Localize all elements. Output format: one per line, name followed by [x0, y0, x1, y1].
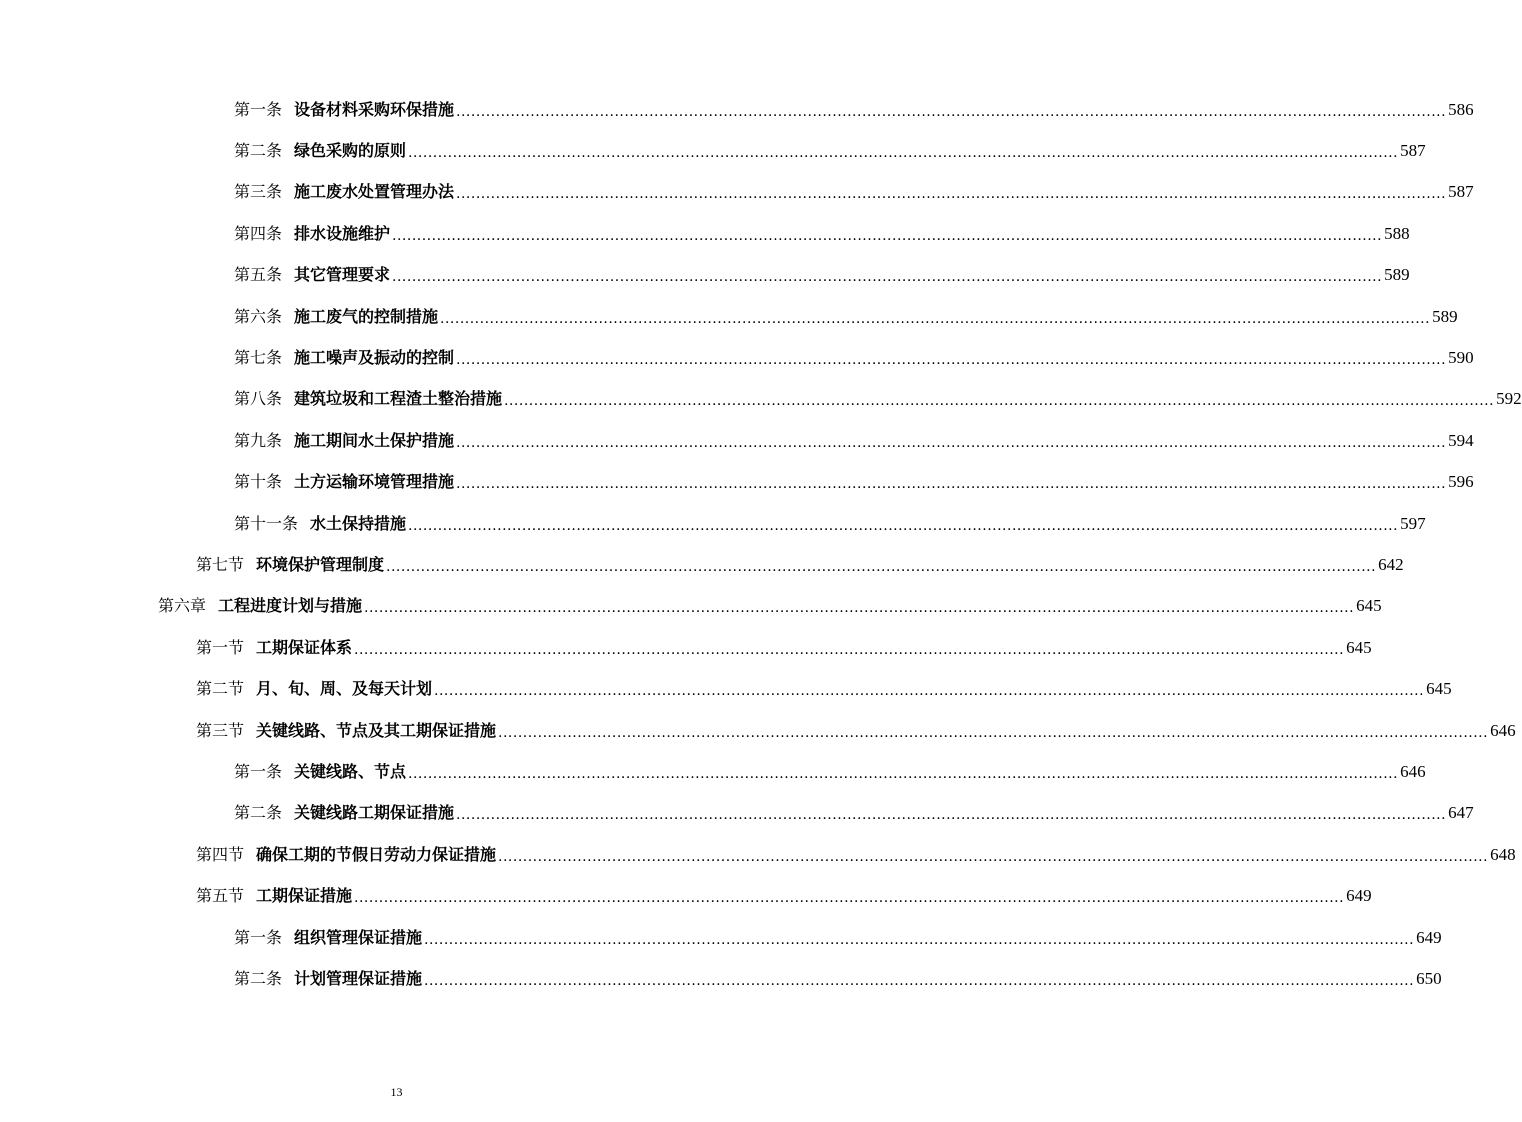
- toc-entry-page: 649: [1416, 927, 1442, 947]
- toc-entry-page: 586: [1448, 99, 1474, 119]
- page-number: 13: [390, 1085, 403, 1099]
- toc-entry[interactable]: [0, 875, 1372, 916]
- toc-entry-number: 第七节: [196, 554, 245, 574]
- toc-dot-leader: ........................................................................................................................................................................................................: [364, 600, 1355, 617]
- toc-dot-leader: ........................................................................................................................................................................................................: [440, 310, 1431, 327]
- toc-entry[interactable]: [0, 213, 1410, 254]
- toc-entry-title: 水土保持措施: [310, 513, 407, 533]
- toc-dot-leader: ........................................................................................................................................................................................................: [408, 145, 1399, 162]
- toc-dot-leader: ........................................................................................................................................................................................................: [504, 393, 1495, 410]
- toc-dot-leader: ........................................................................................................................................................................................................: [424, 931, 1415, 948]
- toc-entry-page: 594: [1448, 430, 1474, 450]
- toc-entry-number: 第二节: [196, 679, 245, 699]
- toc-dot-leader: ........................................................................................................................................................................................................: [456, 352, 1447, 369]
- toc-entry-number: 第十一条: [234, 513, 299, 533]
- toc-entry[interactable]: [0, 751, 1426, 792]
- toc-dot-leader: ........................................................................................................................................................................................................: [408, 517, 1399, 534]
- toc-entry-number: 第二条: [234, 803, 283, 823]
- toc-entry-number: 第七条: [234, 348, 283, 368]
- toc-entry[interactable]: [0, 668, 1452, 709]
- toc-dot-leader: ........................................................................................................................................................................................................: [408, 765, 1399, 782]
- toc-entry-title: 施工期间水土保护措施: [294, 430, 455, 450]
- toc-entry[interactable]: [0, 379, 1522, 420]
- toc-entry-page: 647: [1448, 803, 1474, 823]
- toc-entry-title: 工期保证体系: [256, 637, 353, 657]
- toc-entry-title: 施工废水处置管理办法: [294, 182, 455, 202]
- toc-entry-title: 排水设施维护: [294, 223, 391, 243]
- toc-entry-title: 其它管理要求: [294, 265, 391, 285]
- toc-dot-leader: ........................................................................................................................................................................................................: [354, 890, 1345, 907]
- toc-entry-title: 设备材料采购环保措施: [294, 99, 455, 119]
- toc-entry-page: 645: [1426, 679, 1452, 699]
- toc-entry[interactable]: [0, 586, 1382, 627]
- toc-entry-number: 第八条: [234, 389, 283, 409]
- toc-entry[interactable]: [0, 130, 1426, 171]
- toc-entry-page: 649: [1346, 886, 1372, 906]
- toc-entry-page: 645: [1346, 637, 1372, 657]
- toc-entry-number: 第六章: [158, 596, 207, 616]
- toc-entry[interactable]: [0, 793, 1474, 834]
- toc-entry-title: 确保工期的节假日劳动力保证措施: [256, 844, 497, 864]
- toc-entry-page: 596: [1448, 472, 1474, 492]
- toc-entry-number: 第二条: [234, 141, 283, 161]
- toc-entry-title: 环境保护管理制度: [256, 554, 385, 574]
- toc-dot-leader: ........................................................................................................................................................................................................: [386, 558, 1377, 575]
- toc-entry-page: 592: [1496, 389, 1522, 409]
- toc-entry-number: 第五节: [196, 886, 245, 906]
- toc-entry[interactable]: [0, 420, 1474, 461]
- toc-entry-number: 第二条: [234, 968, 283, 988]
- toc-entry-number: 第四节: [196, 844, 245, 864]
- toc-entry-page: 646: [1490, 720, 1516, 740]
- toc-entry-title: 月、旬、周、及每天计划: [256, 679, 433, 699]
- toc-dot-leader: ........................................................................................................................................................................................................: [434, 683, 1425, 700]
- toc-entry-number: 第四条: [234, 223, 283, 243]
- toc-dot-leader: ........................................................................................................................................................................................................: [456, 476, 1447, 493]
- toc-dot-leader: ........................................................................................................................................................................................................: [392, 269, 1383, 286]
- toc-entry-page: 650: [1416, 968, 1442, 988]
- toc-entry[interactable]: [0, 627, 1372, 668]
- toc-entry-title: 工期保证措施: [256, 886, 353, 906]
- toc-entry-page: 642: [1378, 554, 1404, 574]
- toc-entry-page: 588: [1384, 223, 1410, 243]
- toc-entry-page: 589: [1432, 306, 1458, 326]
- toc-entry-page: 590: [1448, 348, 1474, 368]
- toc-entry-title: 关键线路、节点及其工期保证措施: [256, 720, 497, 740]
- toc-entry[interactable]: [0, 337, 1474, 378]
- toc-entry[interactable]: [0, 958, 1442, 999]
- toc-entry-number: 第六条: [234, 306, 283, 326]
- toc-entry-title: 施工废气的控制措施: [294, 306, 439, 326]
- toc-entry-number: 第一条: [234, 927, 283, 947]
- toc-entry-title: 关键线路工期保证措施: [294, 803, 455, 823]
- toc-entry-number: 第一条: [234, 99, 283, 119]
- toc-entry-title: 土方运输环境管理措施: [294, 472, 455, 492]
- toc-entry-page: 587: [1448, 182, 1474, 202]
- table-of-contents: [0, 89, 1522, 1000]
- toc-entry-title: 建筑垃圾和工程渣土整治措施: [294, 389, 503, 409]
- toc-dot-leader: ........................................................................................................................................................................................................: [456, 807, 1447, 824]
- toc-dot-leader: ........................................................................................................................................................................................................: [498, 848, 1489, 865]
- toc-entry-number: 第三节: [196, 720, 245, 740]
- toc-entry-number: 第九条: [234, 430, 283, 450]
- toc-entry[interactable]: [0, 89, 1474, 130]
- toc-dot-leader: ........................................................................................................................................................................................................: [498, 724, 1489, 741]
- toc-entry-number: 第五条: [234, 265, 283, 285]
- toc-entry-title: 组织管理保证措施: [294, 927, 423, 947]
- toc-entry-title: 关键线路、节点: [294, 761, 407, 781]
- toc-entry[interactable]: [0, 834, 1516, 875]
- toc-entry-number: 第一节: [196, 637, 245, 657]
- toc-entry-title: 施工噪声及振动的控制: [294, 348, 455, 368]
- toc-entry[interactable]: [0, 917, 1442, 958]
- toc-entry-number: 第三条: [234, 182, 283, 202]
- toc-entry[interactable]: [0, 503, 1426, 544]
- toc-entry-title: 工程进度计划与措施: [218, 596, 363, 616]
- toc-entry-number: 第一条: [234, 761, 283, 781]
- toc-entry-number: 第十条: [234, 472, 283, 492]
- toc-entry[interactable]: [0, 255, 1410, 296]
- toc-entry-title: 绿色采购的原则: [294, 141, 407, 161]
- toc-dot-leader: ........................................................................................................................................................................................................: [392, 227, 1383, 244]
- toc-dot-leader: ........................................................................................................................................................................................................: [424, 972, 1415, 989]
- toc-entry[interactable]: [0, 462, 1474, 503]
- toc-dot-leader: ........................................................................................................................................................................................................: [456, 186, 1447, 203]
- toc-entry[interactable]: [0, 172, 1474, 213]
- toc-dot-leader: ........................................................................................................................................................................................................: [354, 641, 1345, 658]
- toc-entry-page: 646: [1400, 761, 1426, 781]
- toc-entry-title: 计划管理保证措施: [294, 968, 423, 988]
- toc-entry[interactable]: [0, 710, 1516, 751]
- toc-entry[interactable]: [0, 544, 1404, 585]
- toc-entry-page: 587: [1400, 141, 1426, 161]
- toc-entry[interactable]: [0, 296, 1458, 337]
- toc-entry-page: 597: [1400, 513, 1426, 533]
- toc-dot-leader: ........................................................................................................................................................................................................: [456, 103, 1447, 120]
- toc-entry-page: 648: [1490, 844, 1516, 864]
- toc-dot-leader: ........................................................................................................................................................................................................: [456, 434, 1447, 451]
- toc-entry-page: 589: [1384, 265, 1410, 285]
- toc-entry-page: 645: [1356, 596, 1382, 616]
